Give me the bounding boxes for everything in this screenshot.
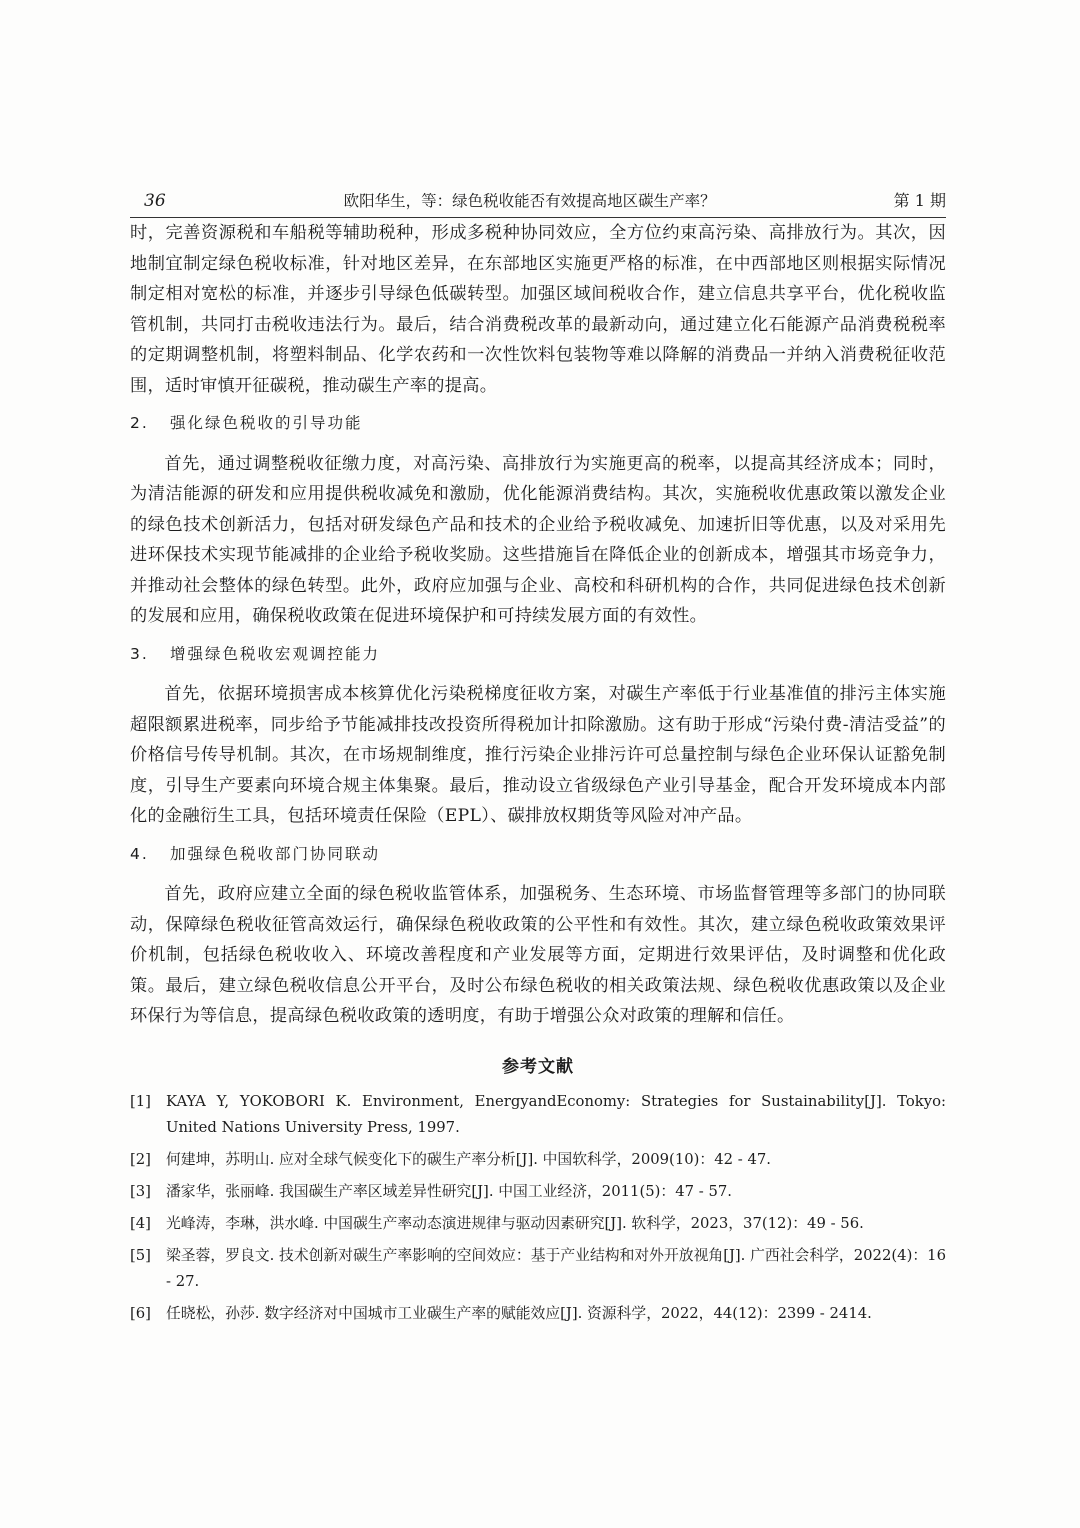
section-title: 强化绿色税收的引导功能 <box>170 414 363 432</box>
section-heading-3 <box>130 639 946 670</box>
running-header <box>130 188 946 218</box>
reference-number: [3] <box>130 1182 151 1200</box>
paper-page <box>130 188 946 1333</box>
reference-number: [2] <box>130 1150 151 1168</box>
section-paragraph-2: 首先，通过调整税收征缴力度，对高污染、高排放行为实施更高的税率，以提高其经济成本；同时，为清洁能源的研发和应用提供税收减免和激励，优化能源消费结构。其次，实施税收优惠政策以激发企业的绿色技术创新活力，包括对研发绿色产品和技术的企业给予税收减免、加速折旧等优惠，以及对采用先进环保技术实现节能减排的企业给予税收奖励。这些措施旨在降低企业的创新成本，增强其市场竞争力，并推动社会整体的绿色转型。此外，政府应加强与企业、高校和科研机构的合作，共同促进绿色技术创新的发展和应用，确保税收政策在促进环境保护和可持续发展方面的有效性。 <box>130 453 946 626</box>
reference-text: 光峰涛，李琳，洪水峰. 中国碳生产率动态演进规律与驱动因素研究[J]. 软科学，2023，37(12)：49 - 56. <box>166 1214 864 1232</box>
running-title: 欧阳华生，等：绿色税收能否有效提高地区碳生产率？ <box>343 192 716 210</box>
reference-number: [1] <box>130 1092 151 1110</box>
reference-item <box>130 1211 946 1237</box>
references-title: 参考文献 <box>502 1056 574 1077</box>
reference-text: 潘家华，张丽峰. 我国碳生产率区域差异性研究[J]. 中国工业经济，2011(5)：47 - 57. <box>166 1182 732 1200</box>
reference-text: 梁圣蓉，罗良文. 技术创新对碳生产率影响的空间效应：基于产业结构和对外开放视角[J]. 广西社会科学，2022(4)：16 - 27. <box>166 1246 946 1290</box>
reference-text: KAYA Y, YOKOBORI K. Environment, EnergyandEconomy: Strategies for Sustainability[J]. Tokyo: United Nations University Press, 1997. <box>166 1092 946 1136</box>
reference-item <box>130 1179 946 1205</box>
section-paragraph-4: 首先，政府应建立全面的绿色税收监管体系，加强税务、生态环境、市场监督管理等多部门的协同联动，保障绿色税收征管高效运行，确保绿色税收政策的公平性和有效性。其次，建立绿色税收政策效果评价机制，包括绿色税收收入、环境改善程度和产业发展等方面，定期进行效果评估，及时调整和优化政策。最后，建立绿色税收信息公开平台，及时公布绿色税收的相关政策法规、绿色税收优惠政策以及企业环保行为等信息，提高绿色税收政策的透明度，有助于增强公众对政策的理解和信任。 <box>130 884 946 1026</box>
section-number: 3. <box>130 644 149 663</box>
reference-item <box>130 1243 946 1295</box>
reference-item <box>130 1089 946 1141</box>
section-heading-4 <box>130 839 946 870</box>
section-title: 加强绿色税收部门协同联动 <box>170 844 381 863</box>
reference-item <box>130 1301 946 1327</box>
section-number: 2. <box>130 414 149 432</box>
section-number: 4. <box>130 844 149 863</box>
article-body <box>130 218 946 1032</box>
section-heading-2 <box>130 408 946 439</box>
section-title: 增强绿色税收宏观调控能力 <box>170 644 381 663</box>
reference-text: 何建坤，苏明山. 应对全球气候变化下的碳生产率分析[J]. 中国软科学，2009(10)：42 - 47. <box>166 1150 771 1168</box>
reference-text: 任晓松，孙莎. 数字经济对中国城市工业碳生产率的赋能效应[J]. 资源科学，2022，44(12)：2399 - 2414. <box>166 1304 872 1322</box>
reference-item <box>130 1147 946 1173</box>
issue-label: 第 1 期 <box>893 191 946 210</box>
reference-number: [5] <box>130 1246 151 1264</box>
section-paragraph-3: 首先，依据环境损害成本核算优化污染税梯度征收方案，对碳生产率低于行业基准值的排污主体实施超限额累进税率，同步给予节能减排技改投资所得税加计扣除激励。这有助于形成“污染付费-清洁受益”的价格信号传导机制。其次，在市场规制维度，推行污染企业排污许可总量控制与绿色企业环保认证豁免制度，引导生产要素向环境合规主体集聚。最后，推动设立省级绿色产业引导基金，配合开发环境成本内部化的金融衍生工具，包括环境责任保险（EPL）、碳排放权期货等风险对冲产品。 <box>130 684 946 826</box>
intro-paragraph: 时，完善资源税和车船税等辅助税种，形成多税种协同效应，全方位约束高污染、高排放行为。其次，因地制宜制定绿色税收标准，针对地区差异，在东部地区实施更严格的标准，在中西部地区则根据实际情况制定相对宽松的标准，并逐步引导绿色低碳转型。加强区域间税收合作，建立信息共享平台，优化税收监管机制，共同打击税收违法行为。最后，结合消费税改革的最新动向，通过建立化石能源产品消费税税率的定期调整机制，将塑料制品、化学农药和一次性饮料包装物等难以降解的消费品一并纳入消费税征收范围，适时审慎开征碳税，推动碳生产率的提高。 <box>130 223 946 396</box>
reference-number: [6] <box>130 1304 151 1322</box>
reference-number: [4] <box>130 1214 151 1232</box>
reference-list <box>130 1089 946 1327</box>
page-number: 36 <box>144 191 166 211</box>
